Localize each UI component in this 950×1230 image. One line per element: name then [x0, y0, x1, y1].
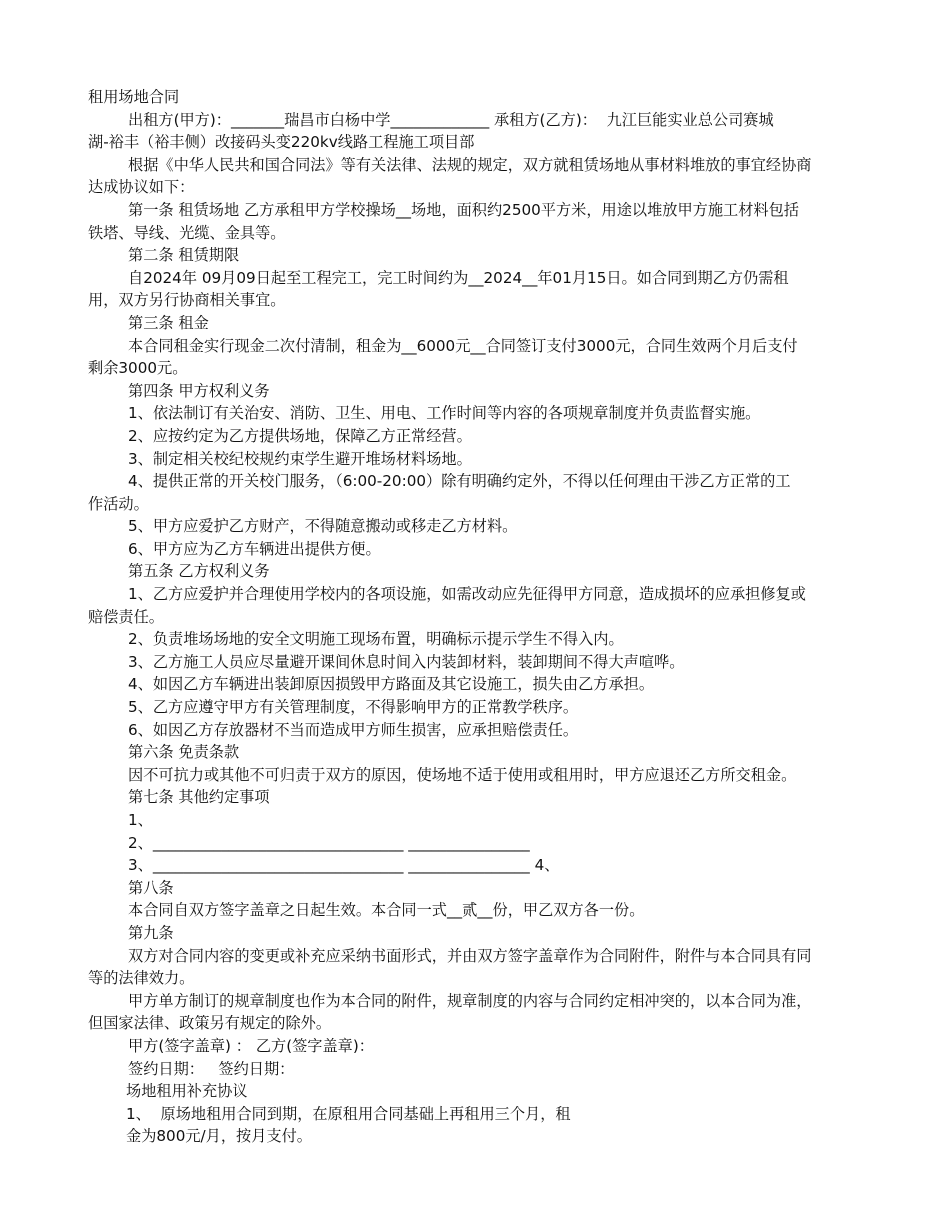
article-4-item: 2、应按约定为乙方提供场地，保障乙方正常经营。 [128, 426, 472, 445]
article-9-body-cont: 等的法律效力。 [88, 969, 195, 988]
document-page [88, 86, 860, 1148]
article-2-body: 自2024年 09月09日起至工程完工，完工时间约为__2024__年01月15日。如合同到期乙方仍需租 [128, 268, 789, 287]
supplement-title: 场地租用补充协议 [126, 1082, 248, 1101]
article-8-body: 本合同自双方签字盖章之日起生效。本合同一式__贰__份，甲乙双方各一份。 [128, 901, 645, 920]
article-5-item: 1、乙方应爱护并合理使用学校内的各项设施，如需改动应先征得甲方同意，造成损坏的应承担修复或 [128, 585, 806, 604]
article-9-heading: 第九条 [128, 923, 174, 942]
article-9-body: 甲方单方制订的规章制度也作为本合同的附件，规章制度的内容与合同约定相冲突的，以本合同为准， [128, 991, 812, 1010]
article-5-heading: 第五条 乙方权利义务 [128, 562, 270, 581]
article-3-heading: 第三条 租金 [128, 313, 209, 332]
preamble: 根据《中华人民共和国合同法》等有关法律、法规的规定，双方就租赁场地从事材料堆放的事宜经协商 [128, 155, 812, 174]
article-4-heading: 第四条 甲方权利义务 [128, 381, 270, 400]
parties-line-cont: 湖-裕丰（裕丰侧）改接码头变220kv线路工程施工项目部 [88, 133, 475, 152]
article-5-item: 4、如因乙方车辆进出装卸原因损毁甲方路面及其它设施工，损失由乙方承担。 [128, 675, 655, 694]
article-8-heading: 第八条 [128, 878, 174, 897]
signature-line: 甲方(签字盖章) ： 乙方(签字盖章)： [128, 1036, 374, 1055]
article-5-item-cont: 赔偿责任。 [88, 607, 164, 626]
article-6-body: 因不可抗力或其他不可归责于双方的原因，使场地不适于使用或租用时，甲方应退还乙方所交租金。 [128, 765, 797, 784]
article-5-item: 5、乙方应遵守甲方有关管理制度，不得影响甲方的正常教学秩序。 [128, 698, 579, 717]
parties-line: 出租方(甲方)：_______瑞昌市白杨中学_____________ 承租方(乙方)： 九江巨能实业总公司赛城 [128, 110, 774, 129]
article-4-item: 6、甲方应为乙方车辆进出提供方便。 [128, 539, 381, 558]
article-7-item: 2、_________________________________ ________________ [128, 833, 530, 852]
preamble-cont: 达成协议如下： [88, 178, 195, 197]
supplement-item-cont: 金为800元/月，按月支付。 [126, 1127, 312, 1146]
article-1: 第一条 租赁场地 乙方承租甲方学校操场__场地，面积约2500平方米，用途以堆放甲方施工材料包括 [128, 200, 799, 219]
article-5-item: 6、如因乙方存放器材不当而造成甲方师生损害，应承担赔偿责任。 [128, 720, 579, 739]
article-4-item: 3、制定相关校纪校规约束学生避开堆场材料场地。 [128, 449, 472, 468]
article-6-heading: 第六条 免责条款 [128, 743, 240, 762]
article-4-item: 1、依法制订有关治安、消防、卫生、用电、工作时间等内容的各项规章制度并负责监督实施。 [128, 404, 761, 423]
article-4-item-cont: 作活动。 [88, 494, 149, 513]
article-9-body-cont: 但国家法律、政策另有规定的除外。 [88, 1014, 331, 1033]
article-3-body: 本合同租金实行现金二次付清制，租金为__6000元__合同签订支付3000元，合同生效两个月后支付 [128, 336, 798, 355]
article-2-body-cont: 用，双方另行协商相关事宜。 [88, 291, 286, 310]
article-4-item: 4、提供正常的开关校门服务，（6:00-20:00）除有明确约定外，不得以任何理由干涉乙方正常的工 [128, 472, 791, 491]
article-5-item: 3、乙方施工人员应尽量避开课间休息时间入内装卸材料，装卸期间不得大声喧哗。 [128, 652, 685, 671]
article-4-item: 5、甲方应爱护乙方财产，不得随意搬动或移走乙方材料。 [128, 517, 518, 536]
document-title: 租用场地合同 [88, 88, 180, 106]
supplement-item: 1、 原场地租用合同到期，在原租用合同基础上再租用三个月，租 [126, 1104, 571, 1123]
article-7-heading: 第七条 其他约定事项 [128, 788, 270, 807]
article-9-body: 双方对合同内容的变更或补充应采纳书面形式，并由双方签字盖章作为合同附件，附件与本合同具有同 [128, 946, 812, 965]
article-5-item: 2、负责堆场场地的安全文明施工现场布置，明确标示提示学生不得入内。 [128, 630, 624, 649]
article-1-cont: 铁塔、导线、光缆、金具等。 [88, 223, 286, 242]
signing-date-line: 签约日期： 签约日期： [128, 1059, 295, 1078]
article-3-body-cont: 剩余3000元。 [88, 359, 188, 378]
article-7-item: 1、 [128, 811, 153, 829]
article-7-item: 3、_________________________________ ________________ 4、 [128, 856, 560, 875]
article-2-heading: 第二条 租赁期限 [128, 246, 240, 265]
